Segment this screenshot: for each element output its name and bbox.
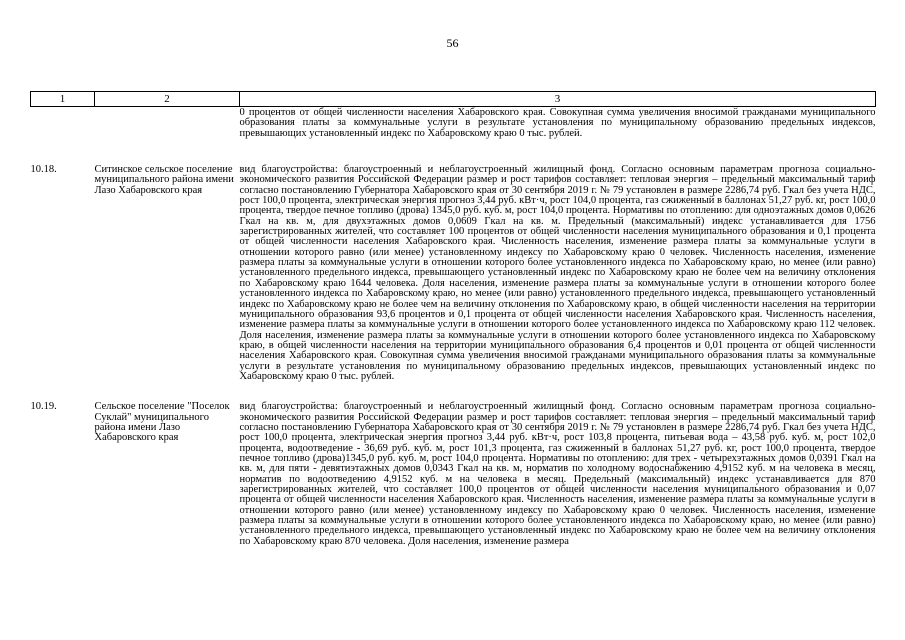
table-header-row bbox=[31, 92, 876, 107]
page-number: 56 bbox=[446, 36, 459, 50]
row-text: 0 процентов от общей численности населения Хабаровского края. Совокупная сумма увеличения вносимой гражданами муниципального образования платы за коммунальные услуги в результате установления по муниципальному образованию предельных индексов, превышающих установленный индекс по Хабаровскому краю 0 тыс. рублей. bbox=[239, 107, 876, 139]
row-text: вид благоустройства: благоустроенный и неблагоустроенный жилищный фонд. Согласно основным параметрам прогноза социально-экономического развития Российской Федерации размер и рост тарифов составляет: тепловая энергия – предельный максимальный тариф согласно постановлению Губернатора Хабаровского края от 30 сентября 2019 г. № 79 установлен в размере 2286,74 руб. Гкал без учета НДС, рост 100,0 процента, электрическая энергия прогноз 3,44 руб. кВт·ч, рост 103,8 процента, питьевая вода – 43,58 руб. куб. м, рост 102,0 процента, водоотведение - 36,69 руб. куб. м, рост 101,3 процента, газ сжиженный в баллонах 51,27 руб. кг, рост 100,0 процента, твердое печное топливо (дрова)1345,0 руб. куб. м, рост 104,0 процента. Нормативы по отоплению: для трех - четырехэтажных домов 0,0391 Гкал на кв. м, для пяти - девятиэтажных домов 0,0343 Гкал на кв. м, норматив по холодному водоснабжению 4,9152 куб. м на человека в месяц, норматив по водоотведению 4,9152 куб. м на человека в месяц. Предельный (максимальный) индекс устанавливается для 870 зарегистрированных жителей, что составляет 100,0 процентов от общей численности населения муниципального образования и 0,07 процента от общей численности населения Хабаровского края. Численность населения, изменение размера платы за коммунальные услуги в отношении которого равно (или менее) установленному индексу по Хабаровскому краю 0 человек. Численность населения, изменение размера платы за коммунальные услуги в отношении которого более установленного индекса по Хабаровскому краю, но менее (или равно) установленного предельного индекса, превышающего установленный индекс по Хабаровскому краю не более чем на величину отклонения по Хабаровскому краю 870 человека. Доля населения, изменение размера bbox=[239, 401, 876, 547]
row-number bbox=[31, 107, 95, 166]
header-col-3: 3 bbox=[240, 92, 876, 107]
header-col-1: 1 bbox=[31, 92, 95, 107]
row-number: 10.19. bbox=[30, 401, 57, 413]
row-name: Ситинское сельское поселение муниципального района имени Лазо Хабаровского края bbox=[94, 164, 234, 196]
table-row bbox=[31, 165, 876, 402]
table-row-continuation bbox=[31, 107, 876, 166]
row-text: вид благоустройства: благоустроенный и неблагоустроенный жилищный фонд. Согласно основным параметрам прогноза социально-экономического развития Российской Федерации размер и рост тарифов составляет: тепловая энергия – предельный максимальный тариф согласно постановлению Губернатора Хабаровского края от 30 сентября 2019 г. № 79 установлен в размере 2286,74 руб. Гкал без учета НДС, рост 100,0 процента, электрическая энергия прогноз 3,44 руб. кВт·ч, рост 104,0 процента, газ сжиженный в баллонах 51,27 руб. кг, рост 100,0 процента, твердое печное топливо (дрова) 1345,0 руб. куб. м, рост 104,0 процента. Нормативы по отоплению: для одноэтажных домов 0,0626 Гкал на кв. м, для двухэтажных домов 0,0609 Гкал на кв. м. Предельный (максимальный) индекс устанавливается для 1756 зарегистрированных жителей, что составляет 100 процентов от общей численности населения муниципального образования и 0,1 процента от общей численности населения Хабаровского края. Численность населения, изменение размера платы за коммунальные услуги в отношении которого равно (или менее) установленному индексу по Хабаровскому краю 0 человек. Численность населения, изменение размера платы за коммунальные услуги в отношении которого более установленного индекса по Хабаровскому краю, но менее (или равно) установленного предельного индекса, превышающего установленный индекс по Хабаровскому краю не более чем на величину отклонения по Хабаровскому краю 1644 человека. Доля населения, изменение размера платы за коммунальные услуги в отношении которого более установленного индекса по Хабаровскому краю, но менее (или равно) установленного предельного индекса, превышающего установленный индекс по Хабаровскому краю не более чем на величину отклонения по Хабаровскому краю, в общей численности населения на территории муниципального образования 93,6 процентов и 0,1 процента от общей численности населения Хабаровского края. Численность населения, изменение размера платы за коммунальные услуги в отношении которого более установленного индекса по Хабаровскому краю 112 человек. Доля населения, изменение размера платы за коммунальные услуги в отношении которого более установленного индекса по Хабаровскому краю, в общей численности населения на территории муниципального образования 6,4 процентов и 0,01 процента от общей численности населения Хабаровского края. Совокупная сумма увеличения вносимой гражданами муниципального образования платы за коммунальные услуги в результате установления по муниципальному образованию предельных индексов, превышающих установленный индекс по Хабаровскому краю 0 тыс. рублей. bbox=[239, 164, 876, 382]
header-col-2: 2 bbox=[95, 92, 240, 107]
row-name: Сельское поселение "Поселок Суклай" муниципального района имени Лазо Хабаровского края bbox=[94, 401, 230, 444]
tariff-table bbox=[30, 91, 876, 547]
table-row bbox=[31, 402, 876, 547]
row-number: 10.18. bbox=[30, 164, 57, 176]
row-name bbox=[95, 107, 240, 166]
